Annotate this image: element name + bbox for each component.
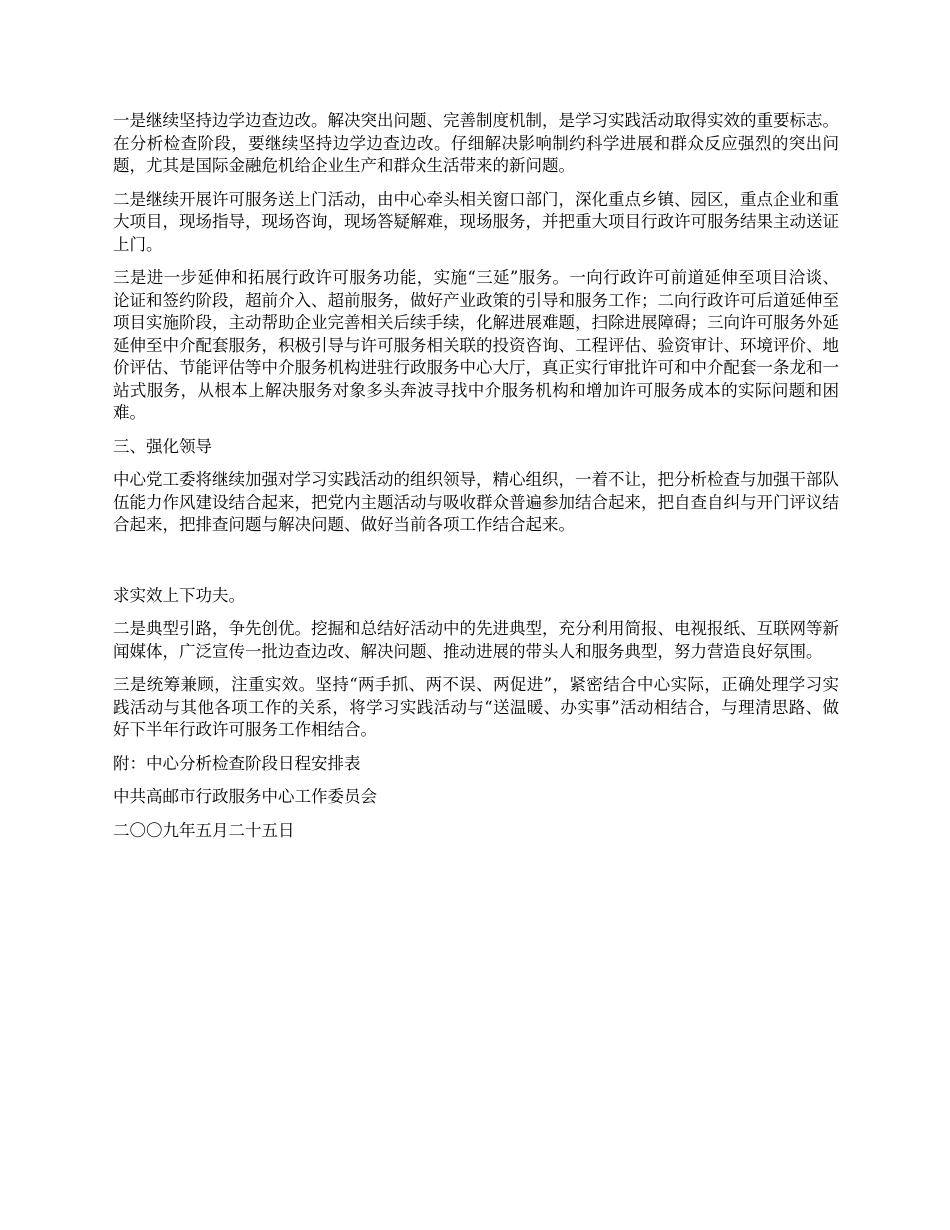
paragraph-door-to-door-service: 二是继续开展许可服务送上门活动，由中心牵头相关窗口部门，深化重点乡镇、园区，重点企业和重大项目，现场指导，现场咨询，现场答疑解难，现场服务，并把重大项目行政许可服务结果主动送证上门。 <box>113 189 839 254</box>
paragraph-overall-planning: 三是统筹兼顾，注重实效。坚持“两手抓、两不误、两促进”，紧密结合中心实际，正确处理学习实践活动与其他各项工作的关系，将学习实践活动与“送温暖、办实事”活动相结合，与理清思路、做好下半年行政许可服务工作相结合。 <box>113 675 839 739</box>
document-body <box>113 110 839 853</box>
paragraph-continue-correction: 一是继续坚持边学边查边改。解决突出问题、完善制度机制，是学习实践活动取得实效的重要标志。在分析检查阶段，要继续坚持边学边查边改。仔细解决影响制约科学进展和群众反应强烈的突出问题，尤其是国际金融危机给企业生产和群众生活带来的新问题。 <box>113 111 839 175</box>
attachment-note: 附：中心分析检查阶段日程安排表 <box>113 753 361 773</box>
paragraph-role-models: 二是典型引路，争先创优。挖掘和总结好活动中的先进典型，充分利用简报、电视报纸、互联网等新闻媒体，广泛宣传一批边查边改、解决问题、推动进展的带头人和服务典型，努力营造良好氛围。 <box>113 619 839 661</box>
issuing-organization: 中共高邮市行政服务中心工作委员会 <box>113 787 377 806</box>
paragraph-fragment: 求实效上下功夫。 <box>113 585 245 605</box>
paragraph-leadership: 中心党工委将继续加强对学习实践活动的组织领导，精心组织，一着不让，把分析检查与加强干部队伍能力作风建设结合起来，把党内主题活动与吸收群众普遍参加结合起来，把自查自纠与开门评议结合起来，把排查问题与解决问题、做好当前各项工作结合起来。 <box>113 470 839 534</box>
section-heading-leadership: 三、强化领导 <box>113 436 212 456</box>
paragraph-extend-service: 三是进一步延伸和拓展行政许可服务功能，实施“三延”服务。一向行政许可前道延伸至项目洽谈、论证和签约阶段，超前介入、超前服务，做好产业政策的引导和服务工作；二向行政许可后道延伸至项目实施阶段，主动帮助企业完善相关后续手续，化解进展难题，扫除进展障碍；三向许可服务外延延伸至中介配套服务，积极引导与许可服务相关联的投资咨询、工程评估、验资审计、环境评价、地价评估、节能评估等中介服务机构进驻行政服务中心大厅，真正实行审批许可和中介配套一条龙和一站式服务，从根本上解决服务对象多头奔波寻找中介服务机构和增加许可服务成本的实际问题和困难。 <box>113 268 839 422</box>
paragraph-gap <box>113 548 839 585</box>
document-date: 二〇〇九年五月二十五日 <box>113 820 295 840</box>
